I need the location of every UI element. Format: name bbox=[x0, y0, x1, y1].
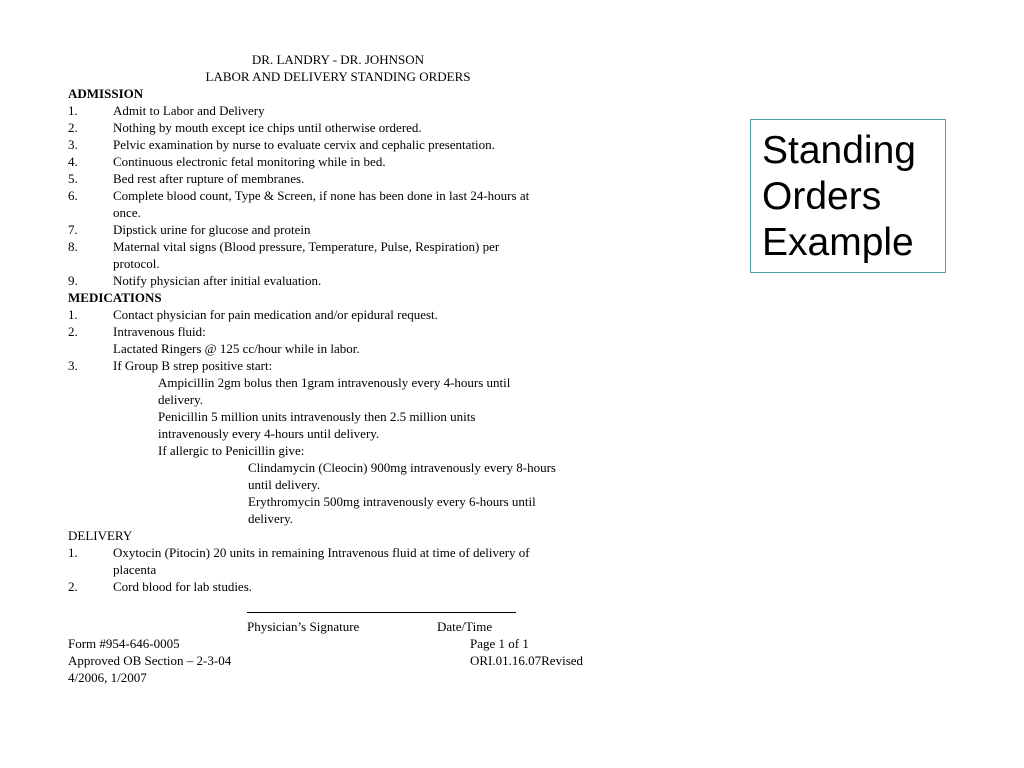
item-number: 1. bbox=[68, 307, 78, 322]
bullet-text-line: If allergic to Penicillin give: bbox=[158, 443, 305, 458]
bullet-text bbox=[248, 459, 608, 493]
delivery-list bbox=[68, 544, 608, 595]
item-text: Admit to Labor and Delivery bbox=[113, 103, 265, 118]
list-item bbox=[68, 544, 608, 561]
list-item bbox=[68, 119, 608, 136]
title-line: Example bbox=[762, 221, 914, 264]
bullet-icon bbox=[113, 408, 158, 442]
item-number: 1. bbox=[68, 103, 78, 118]
penicillin-allergy-sublist bbox=[68, 459, 608, 527]
approved-text: Approved OB Section – 2-3-04 bbox=[68, 653, 232, 668]
list-item bbox=[68, 272, 608, 289]
bullet-text-continuation: intravenously every 4-hours until delivery. bbox=[158, 426, 380, 441]
item-continuation: placenta bbox=[113, 562, 157, 577]
bullet-text bbox=[248, 493, 608, 527]
bullet-item bbox=[68, 493, 608, 527]
item-text: Contact physician for pain medication and/or epidural request. bbox=[113, 307, 438, 322]
item-number: 9. bbox=[68, 273, 78, 288]
list-item bbox=[68, 238, 608, 255]
item-number: 3. bbox=[68, 137, 78, 152]
item-text: Cord blood for lab studies. bbox=[113, 579, 253, 594]
item-text: Maternal vital signs (Blood pressure, Temperature, Pulse, Respiration) per bbox=[113, 239, 500, 254]
title-line: Orders bbox=[762, 175, 882, 218]
item-continuation: Lactated Ringers @ 125 cc/hour while in labor. bbox=[113, 341, 360, 356]
standing-orders-document bbox=[68, 51, 608, 686]
admission-heading: ADMISSION bbox=[68, 86, 144, 101]
list-item bbox=[68, 102, 608, 119]
item-number: 3. bbox=[68, 358, 78, 373]
document-title: LABOR AND DELIVERY STANDING ORDERS bbox=[205, 69, 471, 84]
date-time-label: Date/Time bbox=[437, 619, 493, 634]
item-text: Complete blood count, Type & Screen, if none has been done in last 24-hours at bbox=[113, 188, 530, 203]
delivery-heading: DELIVERY bbox=[68, 528, 133, 543]
list-item bbox=[68, 578, 608, 595]
item-text: Dipstick urine for glucose and protein bbox=[113, 222, 311, 237]
slide-title-box bbox=[750, 119, 946, 273]
signature-labels bbox=[247, 618, 608, 635]
bullet-text-line: Penicillin 5 million units intravenously then 2.5 million units bbox=[158, 409, 476, 424]
list-item bbox=[68, 306, 608, 323]
title-line: Standing bbox=[762, 129, 916, 172]
bullet-item bbox=[68, 408, 608, 442]
list-item bbox=[68, 323, 608, 340]
bullet-text bbox=[158, 408, 608, 442]
item-text: Intravenous fluid: bbox=[113, 324, 206, 339]
group-b-strep-sublist bbox=[68, 374, 608, 459]
bullet-text-continuation: delivery. bbox=[158, 392, 203, 407]
item-number: 7. bbox=[68, 222, 78, 237]
item-continuation: once. bbox=[113, 205, 141, 220]
list-item bbox=[68, 170, 608, 187]
item-number: 1. bbox=[68, 545, 78, 560]
footer-row-2 bbox=[68, 652, 608, 669]
list-item bbox=[68, 187, 608, 204]
bullet-text-continuation: delivery. bbox=[248, 511, 293, 526]
signature-label: Physician’s Signature bbox=[247, 619, 360, 634]
list-item bbox=[68, 221, 608, 238]
item-continuation: protocol. bbox=[113, 256, 160, 271]
bullet-text-line: Ampicillin 2gm bolus then 1gram intravenously every 4-hours until bbox=[158, 375, 511, 390]
list-item bbox=[68, 136, 608, 153]
item-number: 2. bbox=[68, 324, 78, 339]
bullet-text-line: Clindamycin (Cleocin) 900mg intravenously every 8-hours bbox=[248, 460, 556, 475]
bullet-item bbox=[68, 442, 608, 459]
doctor-names: DR. LANDRY - DR. JOHNSON bbox=[251, 52, 425, 67]
item-text: Bed rest after rupture of membranes. bbox=[113, 171, 305, 186]
form-number: Form #954-646-0005 bbox=[68, 636, 180, 651]
revised-dates: 4/2006, 1/2007 bbox=[68, 670, 147, 685]
medications-heading: MEDICATIONS bbox=[68, 290, 162, 305]
item-number: 4. bbox=[68, 154, 78, 169]
list-item bbox=[68, 153, 608, 170]
item-number: 2. bbox=[68, 579, 78, 594]
bullet-icon bbox=[113, 374, 158, 408]
item-text: Nothing by mouth except ice chips until otherwise ordered. bbox=[113, 120, 422, 135]
item-text: If Group B strep positive start: bbox=[113, 358, 273, 373]
bullet-icon bbox=[113, 442, 158, 459]
bullet-item bbox=[68, 459, 608, 493]
item-text: Oxytocin (Pitocin) 20 units in remaining Intravenous fluid at time of delivery of bbox=[113, 545, 530, 560]
item-text: Notify physician after initial evaluation. bbox=[113, 273, 322, 288]
item-number: 6. bbox=[68, 188, 78, 203]
signature-line bbox=[247, 612, 516, 613]
item-number: 8. bbox=[68, 239, 78, 254]
bullet-text bbox=[158, 442, 608, 459]
item-number: 2. bbox=[68, 120, 78, 135]
bullet-icon bbox=[203, 459, 248, 493]
bullet-item bbox=[68, 374, 608, 408]
ori-text: ORI.01.16.07Revised bbox=[470, 653, 584, 668]
admission-list bbox=[68, 102, 608, 289]
page-number: Page 1 of 1 bbox=[470, 636, 529, 651]
item-number: 5. bbox=[68, 171, 78, 186]
bullet-text-continuation: until delivery. bbox=[248, 477, 321, 492]
bullet-text-line: Erythromycin 500mg intravenously every 6-hours until bbox=[248, 494, 536, 509]
list-item bbox=[68, 357, 608, 374]
footer-row-1 bbox=[68, 635, 608, 652]
bullet-text bbox=[158, 374, 608, 408]
item-text: Continuous electronic fetal monitoring while in bed. bbox=[113, 154, 386, 169]
item-text: Pelvic examination by nurse to evaluate cervix and cephalic presentation. bbox=[113, 137, 495, 152]
bullet-icon bbox=[203, 493, 248, 527]
